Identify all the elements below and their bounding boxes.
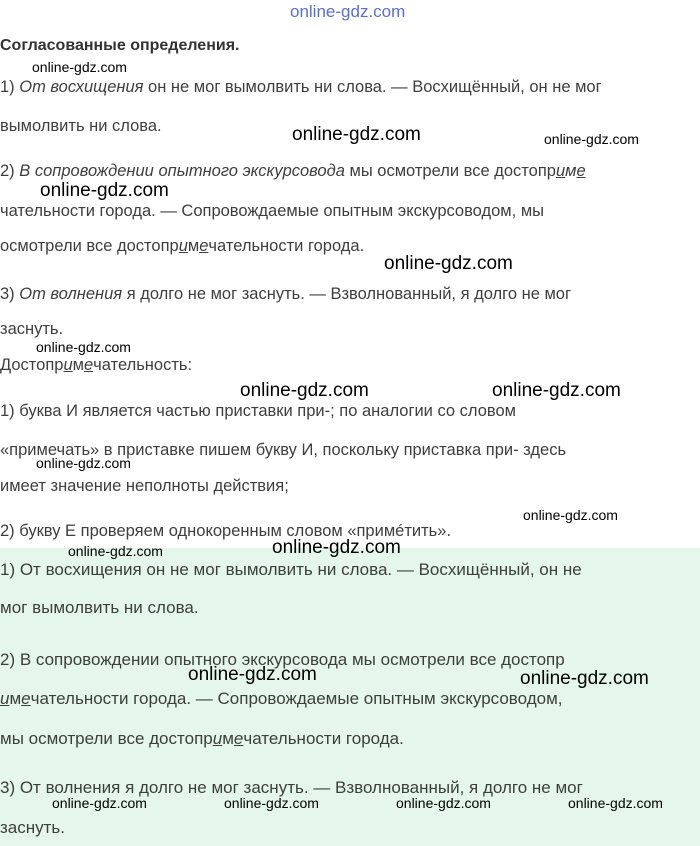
answer-line [0, 560, 582, 580]
watermark: online-gdz.com [40, 180, 169, 201]
text-segment: чательности города. — Сопровождаемые опытным экскурсоводом, [30, 689, 563, 708]
watermark: online-gdz.com [384, 253, 513, 274]
text-segment: имеет значение неполноты действия; [0, 477, 289, 495]
site-label[interactable]: online-gdz.com [290, 2, 406, 21]
text-segment: я долго не мог заснуть. — Взволнованный, я долго не мог [122, 285, 571, 303]
watermark: online-gdz.com [544, 131, 639, 147]
text-line [0, 116, 162, 136]
answer-line [0, 689, 563, 709]
text-segment: От восхищения [19, 78, 144, 96]
marked-letter: е [21, 689, 31, 708]
marked-letter: и [178, 237, 188, 255]
answer-line [0, 818, 65, 838]
marked-letter: е [233, 729, 244, 748]
watermark: online-gdz.com [568, 795, 663, 811]
marked-letter: е [199, 237, 209, 255]
watermark: online-gdz.com [240, 380, 369, 401]
watermark: online-gdz.com [32, 59, 127, 75]
watermark: online-gdz.com [188, 664, 317, 685]
text-segment: 1) От восхищения он не мог вымолвить ни слова. — Восхищённый, он не [0, 560, 582, 579]
text-segment: м [222, 729, 234, 748]
marked-letter: е [83, 356, 94, 374]
text-segment: 3) От волнения я долго не мог заснуть. — Взволнованный, я долго не мог [0, 778, 583, 797]
text-segment: м [72, 356, 84, 374]
text-segment: В сопровождении опытного экскурсовода [19, 162, 345, 180]
watermark: online-gdz.com [272, 537, 401, 558]
marked-letter: и [212, 729, 223, 748]
marked-letter: е [576, 162, 586, 180]
text-line [0, 476, 289, 496]
text-segment: чательности города. [243, 729, 404, 748]
text-segment: 1) [0, 78, 20, 96]
text-segment: он не мог вымолвить ни слова. — Восхищённый, он не мог [143, 78, 602, 96]
watermark: online-gdz.com [523, 507, 618, 523]
watermark: online-gdz.com [292, 124, 421, 145]
text-segment: м [565, 162, 577, 180]
marked-letter: и [555, 162, 566, 180]
watermark: online-gdz.com [36, 455, 131, 471]
answer-line [0, 598, 199, 618]
text-segment: От волнения [19, 285, 123, 303]
text-segment: чательность: [93, 356, 193, 374]
text-segment: 2) [0, 162, 20, 180]
marked-letter: и [0, 689, 10, 708]
text-line [0, 401, 516, 421]
text-segment: 3) [0, 285, 20, 303]
text-segment: осмотрели все достопр [0, 237, 179, 255]
text-line [0, 236, 364, 256]
text-segment: чательности города. [208, 237, 365, 255]
watermark: online-gdz.com [52, 795, 147, 811]
text-segment: заснуть. [0, 320, 64, 338]
text-segment: 2) В сопровождении опытного экскурсовода мы осмотрели все достопр [0, 650, 565, 669]
text-segment: 2) букву Е проверяем однокоренным словом «примéтить». [0, 522, 452, 540]
text-segment: «примечать» в приставке пишем букву И, поскольку приставка при- здесь [0, 441, 567, 459]
text-segment: мог вымолвить ни слова. [0, 598, 199, 617]
watermark: online-gdz.com [396, 795, 491, 811]
text-segment: мы осмотрели все достопр [0, 729, 213, 748]
text-line [0, 161, 586, 181]
watermark: online-gdz.com [36, 339, 131, 355]
text-line [0, 77, 602, 97]
text-line [0, 284, 571, 304]
text-segment: вымолвить ни слова. [0, 117, 162, 135]
text-segment: заснуть. [0, 818, 66, 837]
watermark: online-gdz.com [520, 668, 649, 689]
text-line [0, 355, 192, 375]
answer-line [0, 729, 404, 749]
watermark: online-gdz.com [224, 795, 319, 811]
watermark: online-gdz.com [492, 380, 621, 401]
text-segment: мы осмотрели все достопр [344, 162, 556, 180]
text-segment: м [9, 689, 22, 708]
watermark: online-gdz.com [68, 543, 163, 559]
text-segment: м [187, 237, 200, 255]
text-line [0, 201, 544, 221]
section-title: Согласованные определения. [0, 37, 240, 54]
marked-letter: и [63, 356, 73, 374]
text-segment: 1) буква И является частью приставки при-; по аналогии со словом [0, 402, 517, 420]
text-segment: Достопр [0, 356, 64, 374]
text-segment: чательности города. — Сопровождаемые опытным экскурсоводом, мы [0, 202, 545, 220]
text-line [0, 319, 63, 339]
